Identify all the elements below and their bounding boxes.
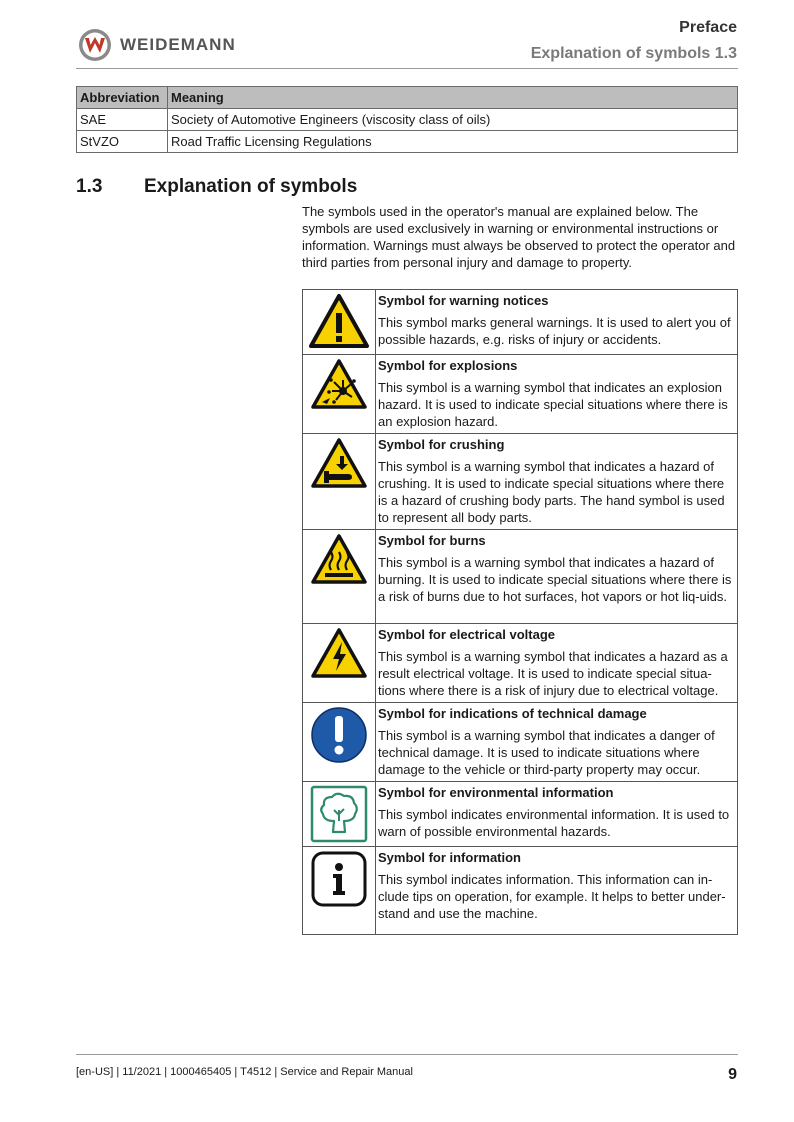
section-title: Explanation of symbols <box>144 176 358 197</box>
symbol-row-crushing <box>303 434 738 530</box>
symbol-title: Symbol for burns <box>378 533 486 548</box>
abbreviation-cell: SAE <box>77 109 168 131</box>
abbreviation-column-header: Abbreviation <box>77 87 168 109</box>
electrical-voltage-icon <box>310 627 368 679</box>
footer-divider <box>76 1054 738 1055</box>
symbol-title: Symbol for environmental information <box>378 785 614 800</box>
environment-tree-icon <box>310 785 368 843</box>
logo-text: WEIDEMANN <box>120 35 236 54</box>
header-subtitle: Explanation of symbols 1.3 <box>530 45 737 62</box>
symbol-title: Symbol for warning notices <box>378 293 549 308</box>
table-row <box>77 109 738 131</box>
section-number: 1.3 <box>76 176 103 197</box>
symbols-table <box>302 289 738 935</box>
symbol-description: This symbol indicates environmental information. It is used to warn of possible environmental hazards. <box>378 807 730 839</box>
meaning-column-header: Meaning <box>168 87 738 109</box>
symbol-title: Symbol for crushing <box>378 437 505 452</box>
symbol-row-information <box>303 847 738 935</box>
table-row <box>77 131 738 153</box>
symbol-description: This symbol indicates information. This information can in-clude tips on operation, for example. It helps to better under-stand and use the machine. <box>378 872 726 921</box>
abbreviation-table <box>76 86 738 153</box>
information-icon <box>310 850 368 908</box>
burns-icon <box>310 533 368 585</box>
symbol-row-burns <box>303 530 738 624</box>
section-intro: The symbols used in the operator's manual are explained below. The symbols are used exclusively in warning or environmental instructions or information. Warnings must always be observed to protect the operator and third parties from personal injury and damage to property. <box>302 204 736 270</box>
symbol-description: This symbol is a warning symbol that indicates an explosion hazard. It is used to indicate special situations where there is an explosion hazard. <box>378 380 728 429</box>
weidemann-logo <box>78 28 236 62</box>
symbol-row-environment <box>303 782 738 847</box>
symbol-row-electrical-voltage <box>303 624 738 703</box>
symbol-title: Symbol for information <box>378 850 521 865</box>
technical-damage-icon <box>310 706 368 764</box>
header-title: Preface <box>679 19 737 36</box>
weidemann-logo-icon <box>78 28 112 62</box>
abbreviation-cell: StVZO <box>77 131 168 153</box>
symbol-row-technical-damage <box>303 703 738 782</box>
symbol-title: Symbol for electrical voltage <box>378 627 556 642</box>
meaning-cell: Society of Automotive Engineers (viscosity class of oils) <box>168 109 738 131</box>
footer-meta: [en-US] | 11/2021 | 1000465405 | T4512 | Service and Repair Manual <box>76 1066 413 1078</box>
symbol-row-warning <box>303 290 738 355</box>
abbreviation-header-row <box>77 87 738 109</box>
warning-icon <box>308 293 370 349</box>
crushing-icon <box>310 437 368 489</box>
symbol-description: This symbol is a warning symbol that indicates a hazard of burning. It is used to indicate special situations where there is a risk of burns due to hot surfaces, hot vapors or hot liq-uids. <box>378 555 732 604</box>
symbol-description: This symbol is a warning symbol that indicates a hazard as a result electrical voltage. It is used to indicate special situa-tions where there is a risk of injury due to electrical voltage. <box>378 649 728 698</box>
symbol-description: This symbol is a warning symbol that indicates a danger of technical damage. It is used to indicate situations where damage to the vehicle or third-party property may occur. <box>378 728 715 777</box>
symbol-description: This symbol marks general warnings. It is used to alert you of possible hazards, e.g. risks of injury or accidents. <box>378 315 731 347</box>
symbol-row-explosions <box>303 355 738 434</box>
header-divider <box>76 68 738 69</box>
symbol-title: Symbol for explosions <box>378 358 518 373</box>
meaning-cell: Road Traffic Licensing Regulations <box>168 131 738 153</box>
symbol-title: Symbol for indications of technical damage <box>378 706 647 721</box>
symbol-description: This symbol is a warning symbol that indicates a hazard of crushing. It is used to indicate special situations where there is a hazard of crushing body parts. The hand symbol is used to represent all body parts. <box>378 459 725 525</box>
explosion-icon <box>310 358 368 410</box>
page-number: 9 <box>728 1066 737 1083</box>
